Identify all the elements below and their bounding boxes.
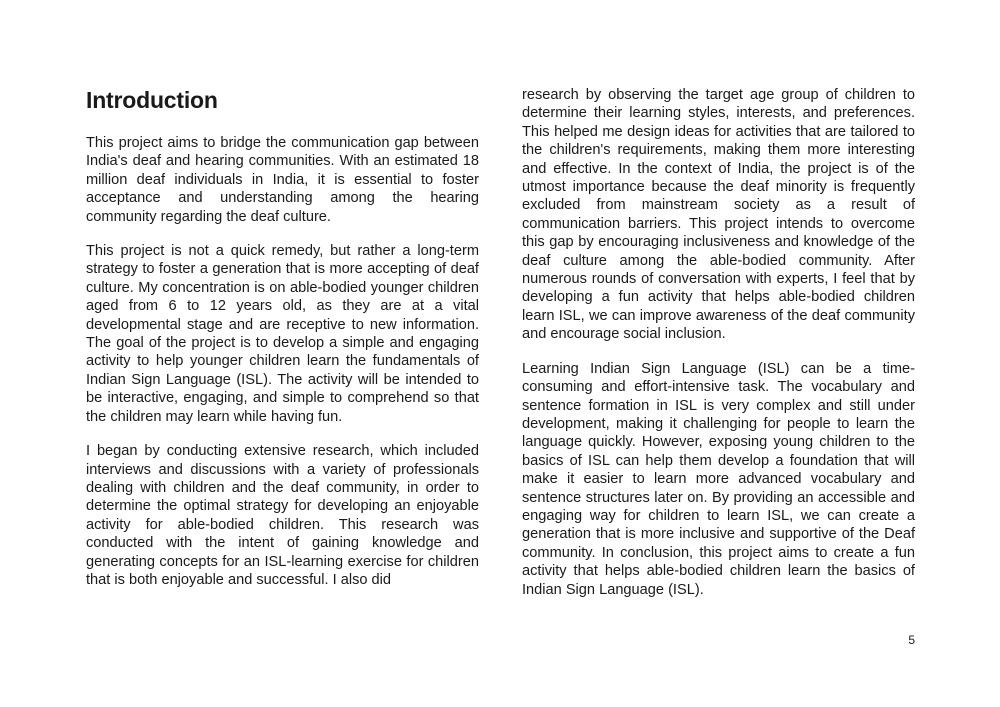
page-number: 5 <box>908 633 915 647</box>
right-column <box>522 86 915 615</box>
paragraph-right-2: Learning Indian Sign Language (ISL) can be a time-consuming and effort-intensive task. The vocabulary and sentence formation in ISL is very complex and still under development, making it challenging for people to learn the language quickly. However, exposing young children to the basics of ISL can help them develop a foundation that will make it easier to learn more advanced vocabulary and sentence structures later on. By providing an accessible and engaging way for children to learn ISL, we can create a generation that is more inclusive and supportive of the Deaf community. In conclusion, this project aims to create a fun activity that helps able-bodied children learn the basics of Indian Sign Language (ISL). <box>522 360 915 598</box>
paragraph-left-2: This project is not a quick remedy, but rather a long-term strategy to foster a generation that is more accepting of deaf culture. My concentration is on able-bodied younger children aged from 6 to 12 years old, as they are at a vital developmental stage and are receptive to new information. The goal of the project is to develop a simple and engaging activity to help younger children learn the fundamentals of Indian Sign Language (ISL). The activity will be intended to be interactive, engaging, and simple to comprehend so that the children may learn while having fun. <box>86 243 479 425</box>
left-column <box>86 86 479 605</box>
paragraph-right-1: research by observing the target age group of children to determine their learning styles, interests, and preferences. This helped me design ideas for activities that are tailored to the children's requirements, making them more interesting and effective. In the context of India, the project is of the utmost importance because the deaf minority is frequently excluded from mainstream society as a result of communication barriers. This project intends to overcome this gap by encouraging inclusiveness and knowledge of the deaf culture among the able-bodied community. After numerous rounds of conversation with experts, I feel that by developing a fun activity that helps able-bodied children learn ISL, we can improve awareness of the deaf community and encourage social inclusion. <box>522 87 915 343</box>
paragraph-left-3: I began by conducting extensive research, which included interviews and discussions with a variety of professionals dealing with children and the deaf community, in order to determine the optimal strategy for developing an enjoyable activity for able-bodied children. This research was conducted with the intent of gaining knowledge and generating concepts for an ISL-learning exercise for children that is both enjoyable and successful. I also did <box>86 443 479 588</box>
paragraph-left-1: This project aims to bridge the communication gap between India's deaf and hearing communities. With an estimated 18 million deaf individuals in India, it is essential to foster acceptance and understanding among the hearing community regarding the deaf culture. <box>86 135 479 225</box>
page-title: Introduction <box>86 87 218 113</box>
